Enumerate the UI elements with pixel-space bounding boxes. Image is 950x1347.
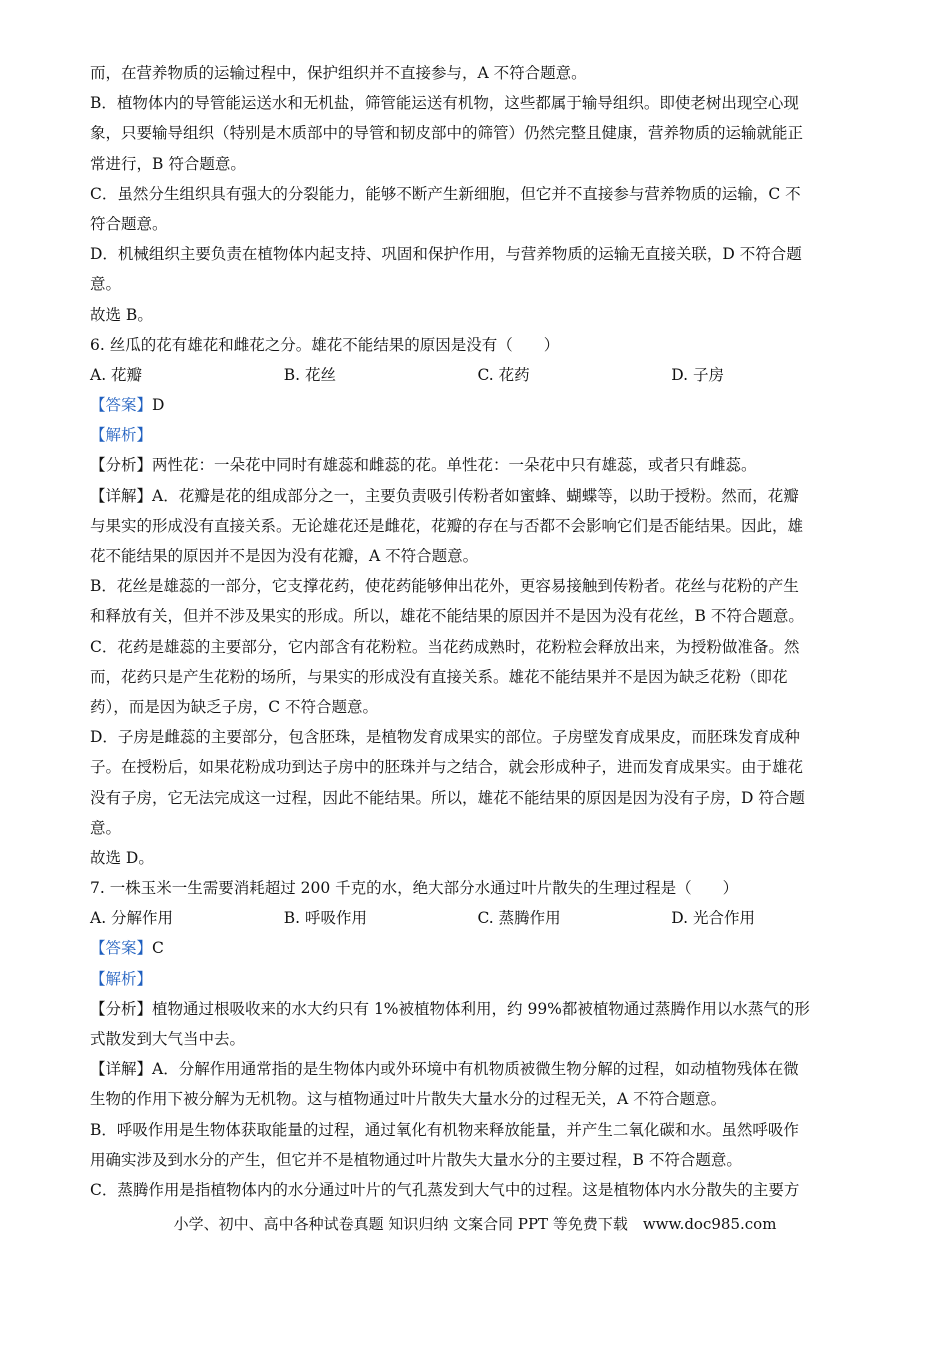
q7-option-c: C. 蒸腾作用: [477, 909, 561, 928]
text-line: 而，花药只是产生花粉的场所，与果实的形成没有直接关系。雄花不能结果并不是因为缺乏花粉（即花: [90, 667, 788, 686]
analysis-tag: 【解析】: [90, 969, 153, 988]
text-block-q5-tail: [90, 58, 865, 360]
text-line: 故选 D。: [90, 848, 154, 867]
q7-fenxi: [90, 994, 865, 1024]
text-block-q7-detail: [90, 1084, 865, 1205]
text-line: D．机械组织主要负责在植物体内起支持、巩固和保护作用，与营养物质的运输无直接关联，D 不符合题: [90, 245, 802, 264]
q6-option-c: C. 花药: [477, 365, 530, 384]
text-line: 子。在授粉后，如果花粉成功到达子房中的胚珠并与之结合，就会形成种子，进而发育成果实。由于雄花: [90, 758, 804, 777]
answer-value: D: [152, 396, 165, 415]
text-line: 意。: [90, 275, 122, 294]
text-line: 意。: [90, 818, 122, 837]
text-line: 生物的作用下被分解为无机物。这与植物通过叶片散失大量水分的过程无关，A 不符合题意。: [90, 1090, 727, 1109]
q7-options: [90, 903, 865, 933]
text-line: C．虽然分生组织具有强大的分裂能力，能够不断产生新细胞，但它并不直接参与营养物质的运输，C 不: [90, 184, 801, 203]
q6-answer: [90, 390, 865, 420]
text-line: 而，在营养物质的运输过程中，保护组织并不直接参与，A 不符合题意。: [90, 64, 587, 82]
xiangjie-text: A．花瓣是花的组成部分之一，主要负责吸引传粉者如蜜蜂、蝴蝶等，以助于授粉。然而，花瓣: [152, 486, 799, 505]
text-line: B．植物体内的导管能运送水和无机盐，筛管能运送有机物，这些都属于输导组织。即使老树出现空心现: [90, 94, 799, 113]
text-line: 和释放有关，但并不涉及果实的形成。所以，雄花不能结果的原因并不是因为没有花丝，B 不符合题意。: [90, 607, 804, 626]
text-line: 没有子房，它无法完成这一过程，因此不能结果。所以，雄花不能结果的原因是因为没有子房，D 符合题: [90, 788, 805, 807]
text-line: B．呼吸作用是生物体获取能量的过程，通过氧化有机物来释放能量，并产生二氧化碳和水。虽然呼吸作: [90, 1120, 799, 1139]
q6-option-d: D. 子房: [671, 365, 724, 384]
q6-analysis-heading: [90, 420, 865, 450]
q6-option-b: B. 花丝: [283, 365, 336, 384]
q7-option-b: B. 呼吸作用: [283, 909, 367, 928]
text-line: 花不能结果的原因并不是因为没有花瓣，A 不符合题意。: [90, 547, 479, 565]
analysis-tag: 【解析】: [90, 426, 153, 445]
text-line: 象，只要输导组织（特别是木质部中的导管和韧皮部中的筛管）仍然完整且健康，营养物质的运输就能正: [90, 124, 804, 143]
answer-tag: 【答案】: [90, 396, 153, 415]
text-line: C．蒸腾作用是指植物体内的水分通过叶片的气孔蒸发到大气中的过程。这是植物体内水分散失的主要方: [90, 1180, 800, 1199]
q7-analysis-heading: [90, 964, 865, 994]
q7-fenxi-cont: 式散发到大气当中去。: [90, 1030, 246, 1048]
text-line: C．花药是雄蕊的主要部分，它内部含有花粉粒。当花药成熟时，花粉粒会释放出来，为授粉做准备。然: [90, 637, 800, 656]
q7-answer: [90, 933, 865, 963]
fenxi-text: 植物通过根吸收来的水大约只有 1%被植物体利用，约 99%都被植物通过蒸腾作用以水蒸气的形: [152, 999, 810, 1018]
text-line: 常进行，B 符合题意。: [90, 154, 246, 173]
q6-options: [90, 360, 865, 390]
answer-value: C: [152, 939, 164, 958]
fenxi-text: 两性花：一朵花中同时有雄蕊和雌蕊的花。单性花：一朵花中只有雄蕊，或者只有雌蕊。: [152, 456, 757, 475]
q7-option-a: A. 分解作用: [90, 909, 174, 928]
text-line: 符合题意。: [90, 214, 168, 233]
page-footer: 小学、初中、高中各种试卷真题 知识归纳 文案合同 PPT 等免费下载 www.doc985.com: [173, 1215, 777, 1233]
text-line: 7. 一株玉米一生需要消耗超过 200 千克的水，绝大部分水通过叶片散失的生理过程是（ ）: [90, 879, 739, 898]
document-page: [90, 58, 865, 1205]
xiangjie-text: A．分解作用通常指的是生物体内或外环境中有机物质被微生物分解的过程，如动植物残体在微: [152, 1060, 799, 1079]
q7-option-d: D. 光合作用: [671, 909, 755, 928]
text-line: 药），而是因为缺乏子房，C 不符合题意。: [90, 697, 379, 716]
xiangjie-tag: 【详解】: [90, 1060, 153, 1079]
q6-option-a: A. 花瓣: [90, 365, 143, 384]
text-line: 与果实的形成没有直接关系。无论雄花还是雌花，花瓣的存在与否都不会影响它们是否能结果。因此，雄: [90, 516, 804, 535]
text-line: D．子房是雌蕊的主要部分，包含胚珠，是植物发育成果实的部位。子房壁发育成果皮，而胚珠发育成种: [90, 728, 800, 747]
xiangjie-tag: 【详解】: [90, 486, 153, 505]
q7-xiangjie: [90, 1054, 865, 1084]
text-line: 故选 B。: [90, 305, 153, 324]
text-line: 用确实涉及到水分的产生，但它并不是植物通过叶片散失大量水分的主要过程，B 不符合题意。: [90, 1150, 742, 1169]
fenxi-tag: 【分析】: [90, 456, 153, 475]
q6-fenxi: [90, 450, 865, 480]
q6-xiangjie: [90, 481, 865, 511]
fenxi-tag: 【分析】: [90, 999, 153, 1018]
answer-tag: 【答案】: [90, 939, 153, 958]
text-block-q6-detail: [90, 511, 865, 903]
text-line: 6. 丝瓜的花有雄花和雌花之分。雄花不能结果的原因是没有（ ）: [90, 335, 560, 354]
text-line: B．花丝是雄蕊的一部分，它支撑花药，使花药能够伸出花外，更容易接触到传粉者。花丝与花粉的产生: [90, 577, 799, 596]
